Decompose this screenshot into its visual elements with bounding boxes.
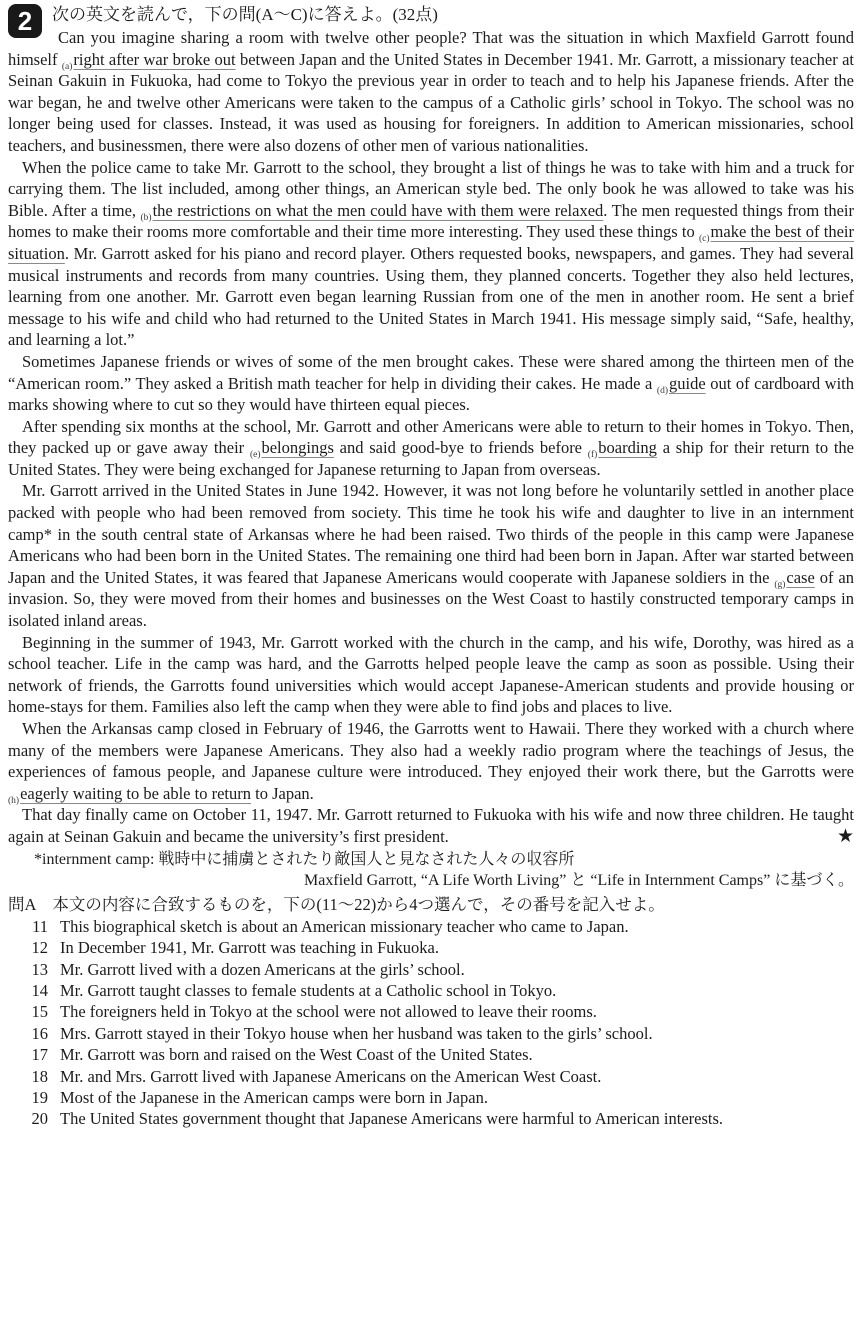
choice-number: 12 [31, 938, 48, 958]
section-header [8, 3, 854, 36]
choice-item-17 [8, 1044, 854, 1065]
choice-number: 13 [31, 959, 48, 979]
choice-item-18 [8, 1066, 854, 1087]
choice-text: Mr. and Mrs. Garrott lived with Japanese Americans on the American West Coast. [60, 1066, 602, 1086]
question-a-prompt: 本文の内容に合致するものを，下の(11～22)から4つ選んで，その番号を記入せよ。 [52, 894, 665, 914]
underline-marker: (c) [699, 234, 710, 245]
passage-paragraph [8, 480, 854, 631]
choice-text: Most of the Japanese in the American camps were born in Japan. [60, 1088, 488, 1107]
passage-paragraph [8, 157, 854, 351]
choice-item-13 [8, 959, 854, 980]
question-a-choices [8, 916, 854, 1130]
passage-text: Beginning in the summer of 1943, Mr. Garrott worked with the church in the camp, and his wife, Dorothy, was hired as a school teacher. Life in the camp was hard, and the Garrotts helped people leave the camp as soon as possible. Using their network of friends, the Garrotts found universities which would accept Japanese-American students and provide housing or home-stays for them. Families also left the camp when they were able to find jobs and places to live. [8, 632, 854, 717]
passage-text: out of cardboard with marks showing where to cut so they would have thirteen equal pieces. [8, 373, 854, 415]
choice-text: In December 1941, Mr. Garrott was teaching in Fukuoka. [60, 938, 439, 958]
underline-marker: (b) [140, 212, 152, 223]
choice-item-16 [8, 1023, 854, 1044]
passage-text: After spending six months at the school, Mr. Garrott and other Americans were able to return to their homes in Tokyo. Then, they packed up or gave away their [8, 416, 854, 458]
underline-marker: (f) [587, 450, 598, 461]
underline-marker: (a) [61, 61, 73, 72]
choice-item-20 [8, 1108, 854, 1129]
section-number-badge: 2 [8, 4, 42, 38]
choice-item-12 [8, 937, 854, 958]
passage-body [8, 27, 854, 848]
passage-paragraph [8, 416, 854, 481]
passage-text: . Mr. Garrott asked for his piano and record player. Others requested books, newspapers, and games. They had several musical instruments and records from many countries. Using them, they planned concerts. Together they also held lectures, learning from one another. Mr. Garrott even began learning Russian from one of the men in another room. He sent a brief message to his wife and child who had returned to the United States in March 1941. His message simply said, “Safe, healthy, and learning a lot.” [8, 243, 854, 350]
passage-text: Mr. Garrott arrived in the United States in June 1942. However, it was not long before he voluntarily settled in another place packed with people who had been removed from society. This time he took his wife and daughter to live in an internment camp* in the south central state of Arkansas where he had been raised. Two thirds of the people in this camp were Japanese Americans who had been born in the United States. The remaining one third had been born in Japan. After war started between Japan and the United States, it was feared that Japanese Americans would cooperate with Japanese soldiers in the [8, 481, 854, 587]
underline-marker: (d) [656, 385, 668, 396]
underlined-phrase: right after war broke out [73, 49, 236, 69]
underline-marker: (h) [8, 795, 20, 806]
passage-text: Can you imagine sharing a room with twelve other people? That was the situation in which Maxfield Garrott found himself [8, 28, 854, 69]
underlined-phrase: make the best of their situation [8, 222, 854, 263]
passage-text: When the police came to take Mr. Garrott to the school, they brought a list of things he was to take with him and a truck for carrying them. The list included, among other things, an American style bed. The only book he was allowed to take was his Bible. After a time, [8, 157, 854, 220]
underlined-phrase: belongings [261, 438, 334, 458]
passage-text: a ship for their return to the United States. They were being exchanged for Japanese returning to Japan from overseas. [8, 438, 854, 479]
underline-marker: (g) [774, 579, 786, 590]
choice-text: The United States government thought that Japanese Americans were harmful to American interests. [60, 1109, 724, 1129]
underline-marker: (e) [249, 450, 261, 461]
choice-text: This biographical sketch is about an American missionary teacher who came to Japan. [60, 916, 629, 936]
passage-text: between Japan and the United States in December 1941. Mr. Garrott, a missionary teacher at Seinan Gakuin in Fukuoka, had come to Tokyo the previous year in order to teach and to help his Japanese friends. After the war began, he and twelve other Americans were taken to the campus of a Catholic girls’ school in Tokyo. The school was no longer being used for classes. Instead, it was used as housing for foreigners. In addition to American missionaries, school teachers, and businessmen, there were also dozens of other men of various nationalities. [8, 49, 854, 155]
choice-number: 14 [31, 980, 48, 1000]
choice-number: 20 [31, 1109, 48, 1129]
choice-item-19 [8, 1087, 854, 1108]
footnote: *internment camp: 戦時中に捕虜とされたり敵国人と見なされた人々の収容所 [34, 850, 575, 868]
passage-text: When the Arkansas camp closed in February of 1946, the Garrotts went to Hawaii. There they worked with a church where many of the members were Japanese Americans. They also had a weekly radio program where the teachings of Jesus, the experiences of famous people, and Japanese culture were introduced. They enjoyed their work there, but the Garrotts were [8, 719, 854, 782]
passage-paragraph [8, 632, 854, 718]
section-instruction: 次の英文を読んで，下の問(A～C)に答えよ。(32点) [52, 5, 438, 24]
question-a-header [8, 894, 854, 916]
underlined-phrase: eagerly waiting to be able to return [20, 783, 251, 803]
choice-number: 18 [31, 1066, 48, 1086]
passage-paragraph [8, 27, 854, 157]
choice-text: The foreigners held in Tokyo at the school were not allowed to leave their rooms. [60, 1002, 597, 1022]
choice-number: 15 [31, 1002, 48, 1022]
passage-paragraph [8, 718, 854, 804]
question-a-label: 問A [8, 894, 37, 914]
passage-text: . The men requested things from their homes to make their rooms more comfortable and their time more interesting. They used these things to [8, 200, 854, 242]
passage-paragraph [8, 804, 854, 847]
choice-text: Mr. Garrott was born and raised on the West Coast of the United States. [60, 1045, 533, 1065]
choice-text: Mr. Garrott lived with a dozen Americans at the girls’ school. [60, 959, 465, 979]
passage-text: Sometimes Japanese friends or wives of some of the men brought cakes. These were shared among the thirteen men of the “American room.” They asked a British math teacher for help in dividing their cakes. He made a [8, 351, 854, 393]
choice-number: 16 [31, 1023, 48, 1043]
passage-text: That day finally came on October 11, 1947. Mr. Garrott returned to Fukuoka with his wife and now three children. He taught again at Seinan Gakuin and became the university’s first president. [8, 805, 854, 846]
choice-number: 19 [31, 1088, 48, 1107]
passage-paragraph [8, 351, 854, 416]
passage-text: of an invasion. So, they were moved from their homes and businesses on the West Coast to hastily constructed temporary camps in isolated inland areas. [8, 567, 854, 631]
underlined-phrase: the restrictions on what the men could have with them were relaxed [152, 200, 604, 220]
passage-text: and said good-bye to friends before [333, 438, 588, 458]
choice-item-15 [8, 1001, 854, 1022]
underlined-phrase: case [786, 567, 815, 587]
attribution: Maxfield Garrott, “A Life Worth Living” と “Life in Internment Camps” に基づく。 [304, 872, 854, 890]
underlined-phrase: guide [668, 373, 706, 393]
choice-item-11 [8, 916, 854, 937]
star-icon: ★ [836, 825, 854, 847]
choice-number: 17 [31, 1045, 48, 1065]
passage-text: to Japan. [251, 783, 314, 803]
choice-text: Mr. Garrott taught classes to female students at a Catholic school in Tokyo. [60, 980, 557, 1000]
choice-text: Mrs. Garrott stayed in their Tokyo house when her husband was taken to the girls’ school. [60, 1023, 653, 1043]
choice-item-14 [8, 980, 854, 1001]
choice-number: 11 [32, 916, 48, 936]
underlined-phrase: boarding [598, 438, 657, 458]
